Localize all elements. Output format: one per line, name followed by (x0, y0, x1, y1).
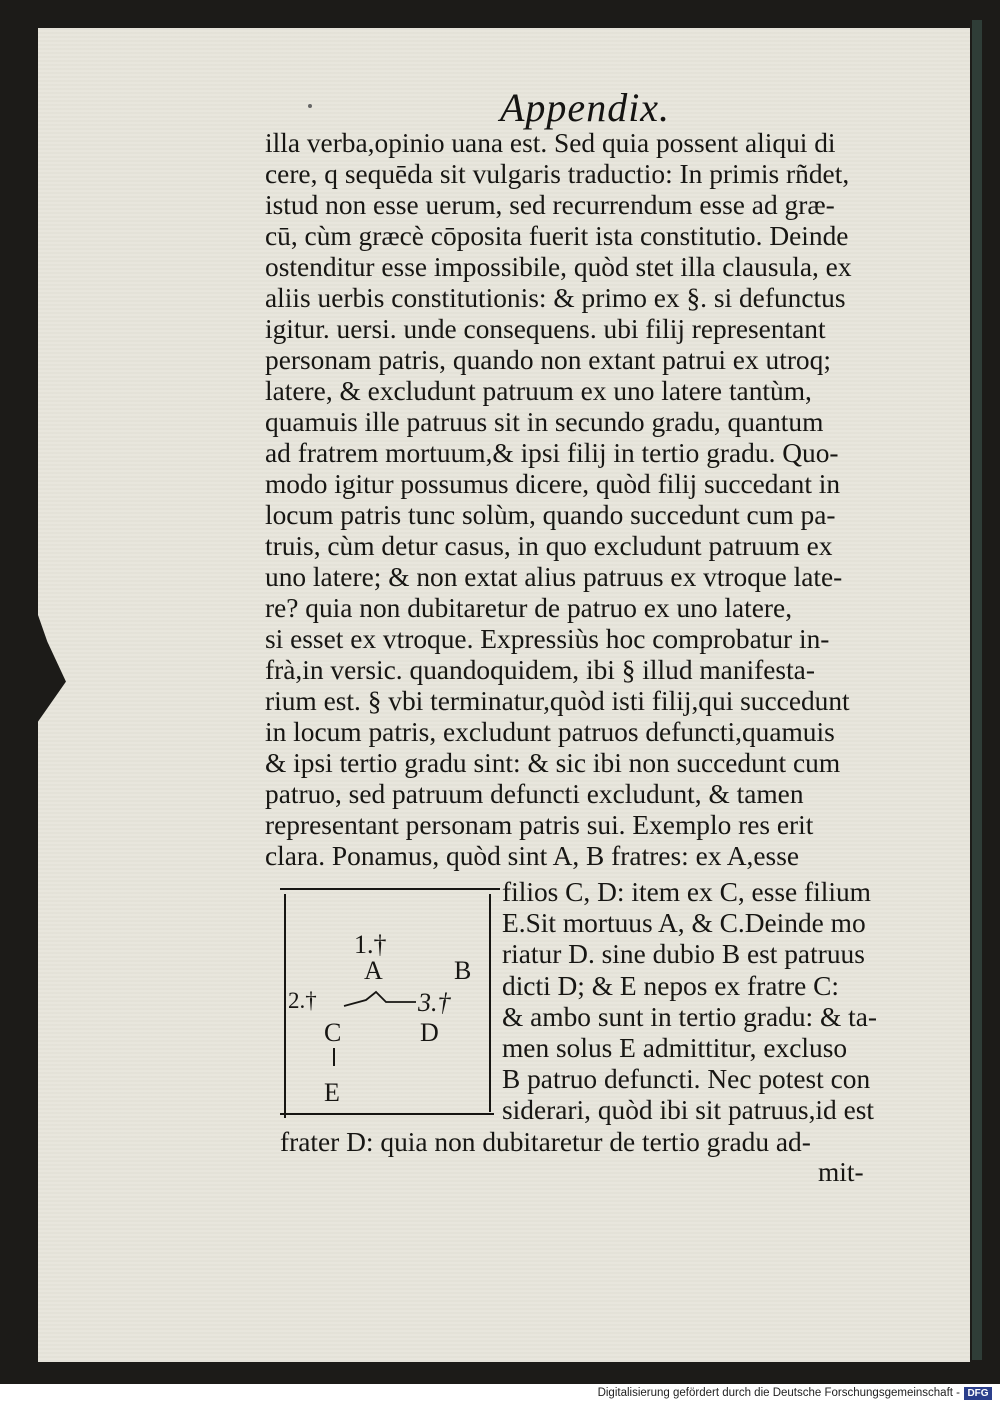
side-text-line: filios C, D: item ex C, esse filium (502, 877, 871, 907)
text-line: & ipsi tertio gradu sint: & sic ibi non succedunt cum (265, 748, 841, 778)
death-mark-2: 2.† (288, 988, 317, 1013)
text-line: frà,in versic. quandoquidem, ibi § illud manifesta- (265, 655, 815, 685)
text-line: uno latere; & non extat alius patruus ex vtroque late- (265, 562, 843, 592)
node-a: A (364, 956, 383, 985)
text-line: aliis uerbis constitutionis: & primo ex §. si defunctus (265, 283, 846, 313)
node-c: C (324, 1018, 342, 1047)
node-e: E (324, 1078, 340, 1107)
side-text-block (502, 877, 922, 1127)
text-line: istud non esse uerum, sed recurrendum esse ad græ- (265, 190, 835, 220)
running-header: Appendix. (500, 85, 671, 130)
text-line: cere, q sequēda sit vulgaris traductio: In primis rñdet, (265, 159, 850, 189)
text-line: ad fratrem mortuum,& ipsi filij in tertio gradu. Quo- (265, 438, 839, 468)
footer-bar (0, 1384, 1000, 1404)
text-line: patruo, sed patruum defuncti excludunt, & tamen (265, 779, 804, 809)
text-line: in locum patris, excludunt patruos defuncti,quamuis (265, 717, 835, 747)
node-b: B (454, 956, 472, 985)
death-mark-3: 3.† (418, 988, 451, 1017)
text-line: truis, cùm detur casus, in quo excludunt patruum ex (265, 531, 833, 561)
dfg-logo: DFG (964, 1387, 992, 1400)
text-line: igitur. uersi. unde consequens. ubi filij representant (265, 314, 826, 344)
side-text-line: B patruo defuncti. Nec potest con (502, 1064, 871, 1095)
text-line: latere, & excludunt patruum ex uno latere tantùm, (265, 376, 812, 406)
side-text-line: men solus E admittitur, excluso (502, 1033, 848, 1064)
catchword: mit- (818, 1157, 864, 1187)
footer-credit: Digitalisierung gefördert durch die Deutsche Forschungsgemeinschaft - (597, 1387, 960, 1399)
node-d: D (420, 1018, 439, 1047)
text-line: quamuis ille patruus sit in secundo gradu, quantum (265, 407, 824, 437)
death-mark-1: 1.† (354, 930, 387, 959)
text-line: clara. Ponamus, quòd sint A, B fratres: ex A,esse (265, 841, 800, 871)
page-edge-shadow (972, 20, 982, 1360)
text-line: si esset ex vtroque. Expressiùs hoc comprobatur in- (265, 624, 830, 654)
text-line: ostenditur esse impossibile, quòd stet illa clausula, ex (265, 252, 852, 282)
text-line: locum patris tunc solùm, quando succedunt cum pa- (265, 500, 836, 530)
ink-dot (308, 104, 312, 108)
side-text-line: riatur D. sine dubio B est patruus (502, 939, 865, 970)
side-text-line: & ambo sunt in tertio gradu: & ta- (502, 1001, 878, 1032)
side-text-line: E.Sit mortuus A, & C.Deinde mo (502, 908, 866, 939)
text-line: personam patris, quando non extant patrui ex utroq; (265, 345, 831, 375)
side-text-line: dicti D; & E nepos ex fratre C: (502, 970, 839, 1001)
family-tree-diagram (278, 886, 502, 1122)
side-text-line: siderari, quòd ibi sit patruus,id est (502, 1095, 875, 1126)
main-text-block (265, 128, 915, 872)
text-line: re? quia non dubitaretur de patruo ex uno latere, (265, 593, 793, 623)
text-line: rium est. § vbi terminatur,quòd isti filij,qui succedunt (265, 686, 850, 716)
final-text-line: frater D: quia non dubitaretur de tertio gradu ad- (280, 1127, 811, 1157)
text-line: cū, cùm græcè cōposita fuerit ista constitutio. Deinde (265, 221, 849, 251)
text-line: illa verba,opinio uana est. Sed quia possent aliqui di (265, 128, 836, 158)
text-line: representant personam patris sui. Exemplo res erit (265, 810, 814, 840)
text-line: modo igitur possumus dicere, quòd filij succedant in (265, 469, 841, 499)
